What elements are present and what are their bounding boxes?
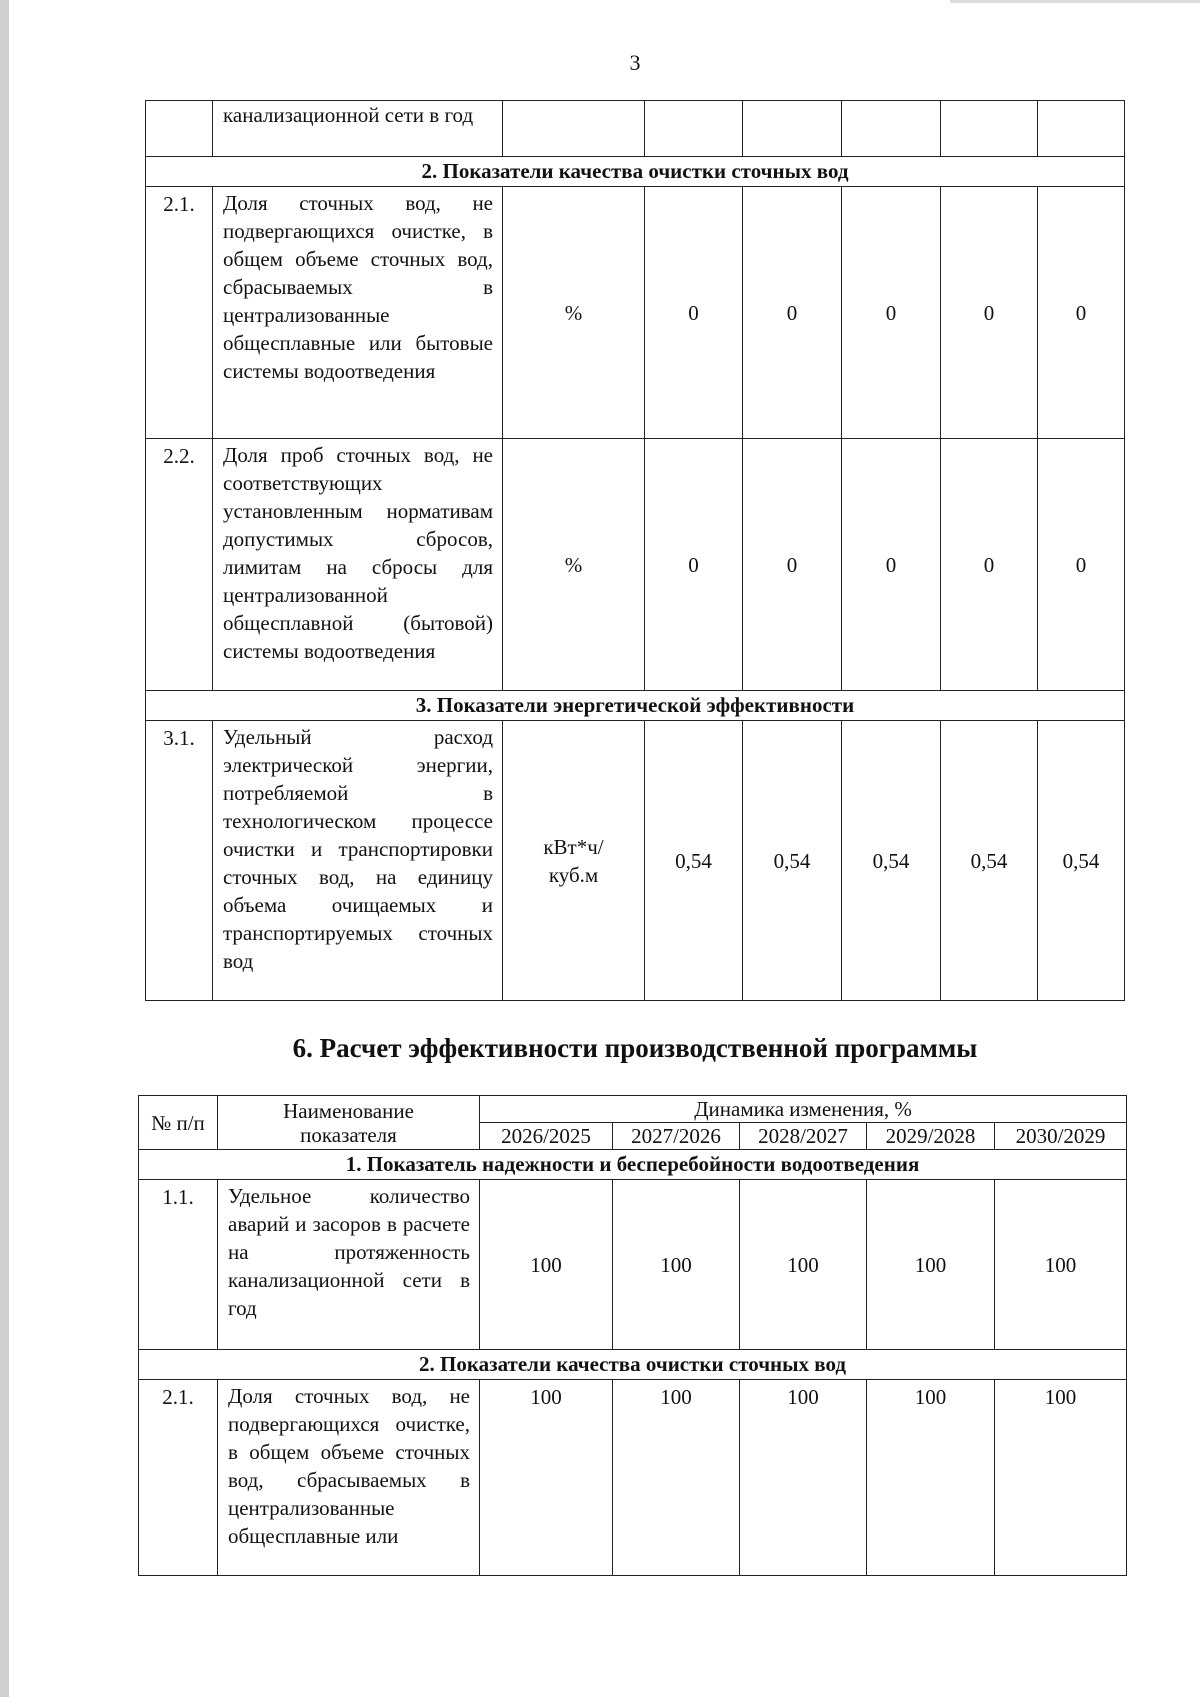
header-name: Наименование показателя [218, 1096, 480, 1150]
table-row [146, 721, 1125, 1001]
row-number: 2.1. [146, 187, 213, 439]
indicator-name: Доля проб сточных вод, не соответствующих установленным нормативам допустимых сбросов, лимитам на сбросы для централизованной общесплавной (бытовой) системы водоотведения [213, 439, 503, 691]
header-row [139, 1096, 1127, 1123]
value-cell: 0 [645, 187, 743, 439]
header-year: 2028/2027 [740, 1123, 867, 1150]
value-cell: 0,54 [645, 721, 743, 1001]
scan-left-edge [0, 0, 9, 1697]
value-cell [941, 101, 1038, 157]
value-cell: 0,54 [743, 721, 842, 1001]
value-cell: 100 [995, 1380, 1127, 1576]
row-number: 2.1. [139, 1380, 218, 1576]
header-year: 2026/2025 [480, 1123, 613, 1150]
value-cell: 0 [941, 439, 1038, 691]
value-cell: 0 [842, 439, 941, 691]
value-cell: 100 [740, 1180, 867, 1350]
unit-cell [503, 101, 645, 157]
value-cell: 0 [1038, 439, 1125, 691]
unit-cell: кВт*ч/ куб.м [503, 721, 645, 1001]
value-cell: 100 [613, 1380, 740, 1576]
value-cell: 100 [867, 1180, 995, 1350]
row-number: 3.1. [146, 721, 213, 1001]
header-number: № п/п [139, 1096, 218, 1150]
value-cell: 100 [480, 1380, 613, 1576]
indicators-table [145, 100, 1125, 1001]
table-row [146, 187, 1125, 439]
table-row [146, 101, 1125, 157]
value-cell: 0 [1038, 187, 1125, 439]
value-cell: 100 [867, 1380, 995, 1576]
unit-cell: % [503, 187, 645, 439]
table-row [139, 1180, 1127, 1350]
row-number: 1.1. [139, 1180, 218, 1350]
value-cell: 0 [743, 439, 842, 691]
unit-cell: % [503, 439, 645, 691]
scan-top-edge [950, 0, 1200, 3]
section-row [139, 1150, 1127, 1180]
efficiency-table [138, 1095, 1127, 1576]
value-cell: 100 [740, 1380, 867, 1576]
value-cell: 0 [645, 439, 743, 691]
section-title: 2. Показатели качества очистки сточных вод [139, 1350, 1127, 1380]
indicator-name: Удельный расход электрической энергии, потребляемой в технологическом процессе очистки и транспортировки сточных вод, на единицу объема очищаемых и транспортируемых сточных вод [213, 721, 503, 1001]
section-row [139, 1350, 1127, 1380]
indicator-name: Доля сточных вод, не подвергающихся очистке, в общем объеме сточных вод, сбрасываемых в централизованные общесплавные или бытовые системы водоотведения [213, 187, 503, 439]
value-cell: 0 [743, 187, 842, 439]
value-cell: 0,54 [842, 721, 941, 1001]
header-year: 2029/2028 [867, 1123, 995, 1150]
value-cell: 0 [941, 187, 1038, 439]
table-row [139, 1380, 1127, 1576]
value-cell [842, 101, 941, 157]
value-cell: 0,54 [1038, 721, 1125, 1001]
section-heading: 6. Расчет эффективности производственной программы [292, 1033, 978, 1063]
page-number: 3 [629, 50, 641, 75]
table-row [146, 439, 1125, 691]
value-cell: 100 [995, 1180, 1127, 1350]
section-title: 1. Показатель надежности и бесперебойности водоотведения [139, 1150, 1127, 1180]
row-number [146, 101, 213, 157]
indicator-name: Удельное количество аварий и засоров в расчете на протяженность канализационной сети в год [218, 1180, 480, 1350]
section-row [146, 157, 1125, 187]
value-cell: 100 [480, 1180, 613, 1350]
header-year: 2030/2029 [995, 1123, 1127, 1150]
value-cell: 100 [613, 1180, 740, 1350]
value-cell [743, 101, 842, 157]
value-cell [1038, 101, 1125, 157]
header-year: 2027/2026 [613, 1123, 740, 1150]
header-group: Динамика изменения, % [480, 1096, 1127, 1123]
value-cell: 0 [842, 187, 941, 439]
section-title: 2. Показатели качества очистки сточных вод [146, 157, 1125, 187]
indicator-name: канализационной сети в год [213, 101, 503, 157]
section-title: 3. Показатели энергетической эффективности [146, 691, 1125, 721]
value-cell [645, 101, 743, 157]
row-number: 2.2. [146, 439, 213, 691]
section-row [146, 691, 1125, 721]
indicator-name: Доля сточных вод, не подвергающихся очистке, в общем объеме сточных вод, сбрасываемых в централизованные общесплавные или [218, 1380, 480, 1576]
value-cell: 0,54 [941, 721, 1038, 1001]
